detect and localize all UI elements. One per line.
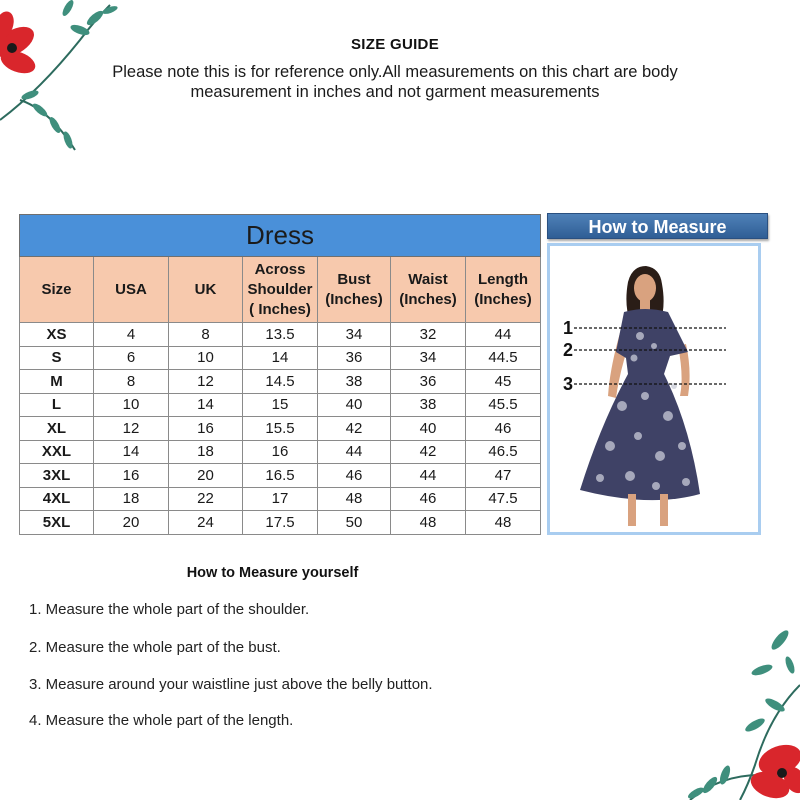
table-caption: Dress (20, 215, 541, 257)
size-label-cell: XS (20, 323, 94, 347)
table-cell: 46 (391, 487, 466, 511)
table-row (20, 346, 541, 370)
instruction-step: 4. Measure the whole part of the length. (29, 712, 294, 729)
table-cell: 14 (94, 440, 169, 464)
size-label-cell: 3XL (20, 464, 94, 488)
table-cell: 38 (391, 393, 466, 417)
column-header: Size (20, 257, 94, 323)
table-cell: 44.5 (466, 346, 541, 370)
table-cell: 36 (391, 370, 466, 394)
table-cell: 48 (391, 511, 466, 535)
table-cell: 48 (466, 511, 541, 535)
table-cell: 18 (169, 440, 243, 464)
table-header-row (20, 257, 541, 323)
table-cell: 40 (391, 417, 466, 441)
table-cell: 16 (169, 417, 243, 441)
table-cell: 46.5 (466, 440, 541, 464)
table-cell: 22 (169, 487, 243, 511)
table-cell: 8 (169, 323, 243, 347)
floral-decoration-bottom-right (630, 625, 800, 800)
how-to-measure-banner: How to Measure (547, 213, 768, 239)
size-label-cell: XL (20, 417, 94, 441)
table-cell: 44 (466, 323, 541, 347)
size-label-cell: S (20, 346, 94, 370)
table-cell: 38 (318, 370, 391, 394)
table-cell: 40 (318, 393, 391, 417)
column-header: Across Shoulder ( Inches) (243, 257, 318, 323)
table-cell: 16 (94, 464, 169, 488)
table-cell: 16 (243, 440, 318, 464)
table-cell: 47 (466, 464, 541, 488)
table-cell: 45 (466, 370, 541, 394)
table-cell: 6 (94, 346, 169, 370)
size-label-cell: 4XL (20, 487, 94, 511)
table-cell: 36 (318, 346, 391, 370)
table-cell: 32 (391, 323, 466, 347)
model-illustration (550, 246, 758, 532)
size-label-cell: L (20, 393, 94, 417)
column-header: UK (169, 257, 243, 323)
table-cell: 47.5 (466, 487, 541, 511)
table-row (20, 440, 541, 464)
column-header: Bust (Inches) (318, 257, 391, 323)
table-cell: 48 (318, 487, 391, 511)
table-cell: 20 (94, 511, 169, 535)
instruction-step: 1. Measure the whole part of the shoulder. (29, 601, 310, 618)
table-row (20, 417, 541, 441)
table-cell: 46 (318, 464, 391, 488)
table-cell: 15.5 (243, 417, 318, 441)
instructions-heading: How to Measure yourself (186, 565, 359, 581)
table-cell: 46 (466, 417, 541, 441)
table-row (20, 393, 541, 417)
instruction-step: 3. Measure around your waistline just above the belly button. (29, 676, 433, 693)
table-cell: 42 (318, 417, 391, 441)
marker-shoulder: 1 (563, 318, 574, 338)
model-photo (547, 243, 761, 535)
size-label-cell: 5XL (20, 511, 94, 535)
table-cell: 4 (94, 323, 169, 347)
table-cell: 50 (318, 511, 391, 535)
table-cell: 34 (391, 346, 466, 370)
column-header: Waist (Inches) (391, 257, 466, 323)
table-body (20, 323, 541, 535)
table-cell: 17.5 (243, 511, 318, 535)
table-row (20, 323, 541, 347)
size-label-cell: XXL (20, 440, 94, 464)
table-cell: 15 (243, 393, 318, 417)
table-cell: 18 (94, 487, 169, 511)
table-cell: 17 (243, 487, 318, 511)
table-cell: 42 (391, 440, 466, 464)
table-row (20, 511, 541, 535)
column-header: USA (94, 257, 169, 323)
table-cell: 12 (169, 370, 243, 394)
reference-note: Please note this is for reference only.All measurements on this chart are body measurement in inches and not garment measurements (112, 63, 678, 101)
table-cell: 44 (318, 440, 391, 464)
page-title: SIZE GUIDE (350, 36, 439, 53)
size-label-cell: M (20, 370, 94, 394)
table-cell: 10 (94, 393, 169, 417)
marker-waist: 3 (563, 374, 574, 394)
column-header: Length (Inches) (466, 257, 541, 323)
table-cell: 10 (169, 346, 243, 370)
table-row (20, 370, 541, 394)
table-cell: 13.5 (243, 323, 318, 347)
table-cell: 34 (318, 323, 391, 347)
table-cell: 14 (169, 393, 243, 417)
table-cell: 44 (391, 464, 466, 488)
marker-bust: 2 (563, 340, 574, 360)
table-cell: 14 (243, 346, 318, 370)
table-row (20, 487, 541, 511)
table-cell: 8 (94, 370, 169, 394)
instruction-step: 2. Measure the whole part of the bust. (29, 639, 281, 656)
table-cell: 24 (169, 511, 243, 535)
table-cell: 14.5 (243, 370, 318, 394)
size-chart-table (19, 214, 541, 535)
table-cell: 20 (169, 464, 243, 488)
table-cell: 16.5 (243, 464, 318, 488)
table-cell: 12 (94, 417, 169, 441)
table-row (20, 464, 541, 488)
table-cell: 45.5 (466, 393, 541, 417)
